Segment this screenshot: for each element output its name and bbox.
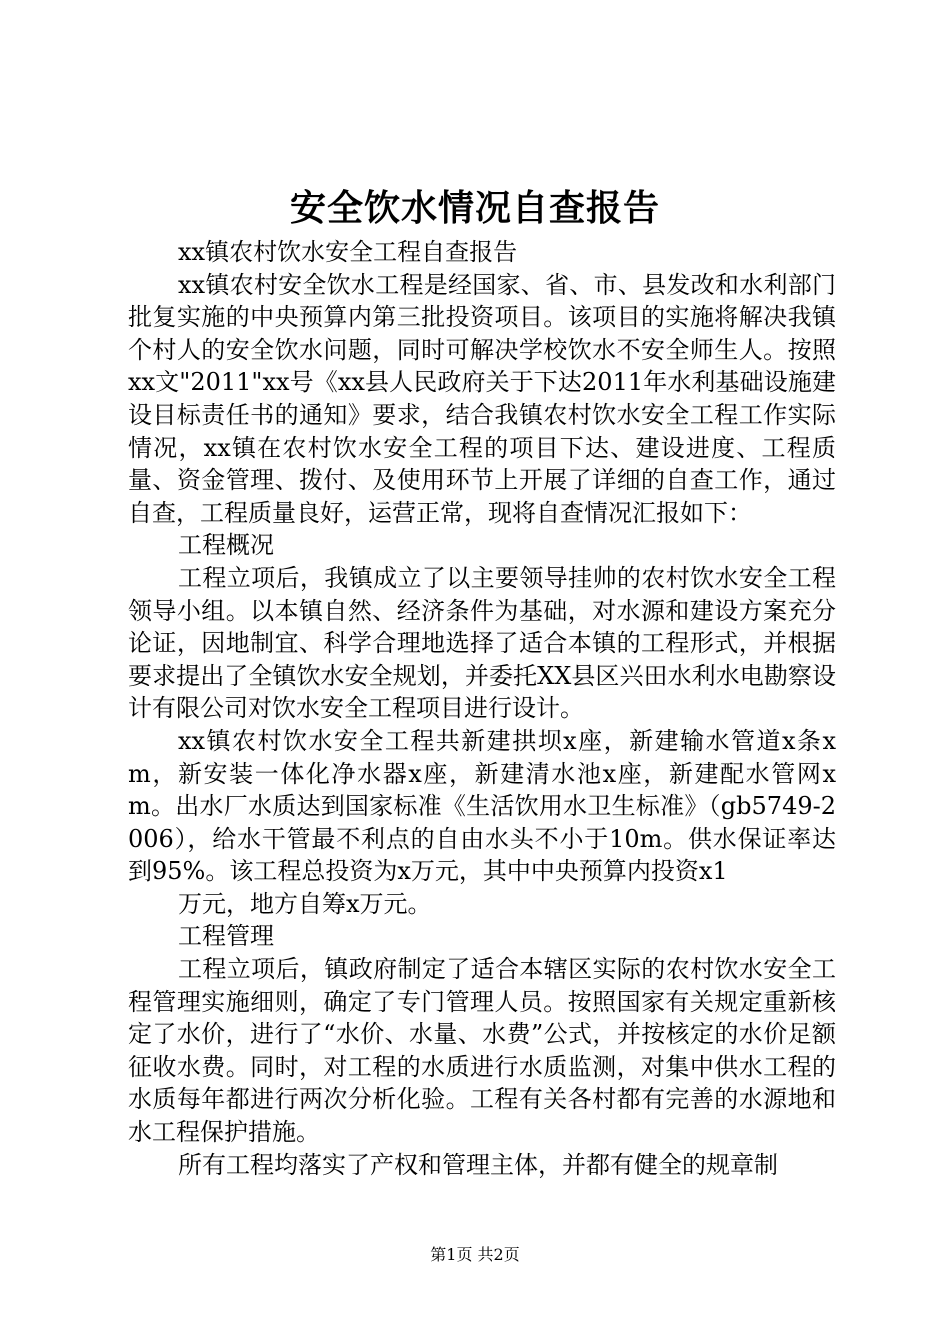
paragraph-management-2: 所有工程均落实了产权和管理主体，并都有健全的规章制 [178,1150,778,1179]
paragraph-report-heading: xx镇农村饮水安全工程自查报告 [178,238,518,266]
paragraph-overview-1: 工程立项后，我镇成立了以主要领导挂帅的农村饮水安全工程领导小组。以本镇自然、经济条件为基础，对水源和建设方案充分论证，因地制宜、科学合理地选择了适合本镇的工程形式，并根据要求提出了全镇饮水安全规划，并委托XX县区兴田水利水电勘察设计有限公司对饮水安全工程项目进行设计。 [128,563,836,723]
section-heading-management: 工程管理 [178,922,274,951]
section-heading-overview: 工程概况 [178,531,274,560]
document-body [128,236,836,1181]
paragraph-introduction: xx镇农村安全饮水工程是经国家、省、市、县发改和水利部门批复实施的中央预算内第三批投资项目。该项目的实施将解决我镇个村人的安全饮水问题，同时可解决学校饮水不安全师生人。按照xx文"2011"xx号《xx县人民政府关于下达2011年水利基础设施建设目标责任书的通知》要求，结合我镇农村饮水安全工程工作实际情况，xx镇在农村饮水安全工程的项目下达、建设进度、工程质量、资金管理、拨付、及使用环节上开展了详细的自查工作，通过自查，工程质量良好，运营正常，现将自查情况汇报如下： [128,270,836,527]
paragraph-management-1: 工程立项后，镇政府制定了适合本辖区实际的农村饮水安全工程管理实施细则，确定了专门管理人员。按照国家有关规定重新核定了水价，进行了“水价、水量、水费”公式，并按核定的水价足额征收水费。同时，对工程的水质进行水质监测，对集中供水工程的水质每年都进行两次分析化验。工程有关各村都有完善的水源地和水工程保护措施。 [128,955,836,1147]
page-footer: 第1页 共2页 [430,1245,520,1264]
paragraph-overview-3: 万元，地方自筹x万元。 [178,889,432,918]
document-title: 安全饮水情况自查报告 [289,187,660,229]
paragraph-overview-2: xx镇农村饮水安全工程共新建拱坝x座，新建输水管道x条xm，新安装一体化净水器x座，新建清水池x座，新建配水管网xm。出水厂水质达到国家标准《生活饮用水卫生标准》（gb5749-2006），给水干管最不利点的自由水头不小于10m。供水保证率达到95%。该工程总投资为x万元，其中中央预算内投资x1 [128,726,836,886]
